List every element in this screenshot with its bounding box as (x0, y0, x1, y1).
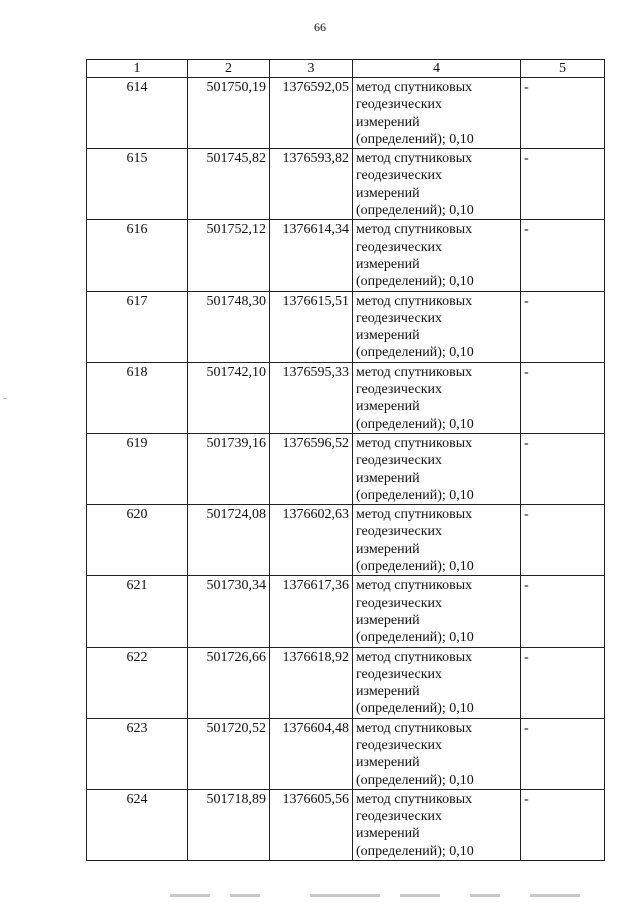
point-number-cell: 621 (87, 576, 188, 647)
method-text-line: геодезических (356, 666, 443, 682)
y-coordinate-cell: 1376593,82 (270, 149, 353, 220)
table-row (87, 505, 605, 576)
method-text-line: (определений); 0,10 (356, 630, 474, 646)
column-header-2: 2 (188, 60, 270, 78)
method-text-line: метод спутниковых (356, 222, 473, 238)
method-text-line: (определений); 0,10 (356, 701, 474, 717)
method-text-line: (определений); 0,10 (356, 203, 474, 219)
method-text-line: метод спутниковых (356, 151, 473, 167)
y-coordinate-cell: 1376614,34 (270, 220, 353, 291)
method-text-line: (определений); 0,10 (356, 345, 474, 361)
description-cell: - (521, 718, 605, 789)
method-text-line: метод спутниковых (356, 80, 473, 95)
column-header-1: 1 (87, 60, 188, 78)
point-number-cell: 620 (87, 505, 188, 576)
method-text-line: (определений); 0,10 (356, 772, 474, 788)
method-text-line: метод спутниковых (356, 293, 473, 309)
y-coordinate-cell: 1376595,33 (270, 362, 353, 433)
table-row (87, 433, 605, 504)
method-text-line: геодезических (356, 453, 443, 469)
table-row (87, 362, 605, 433)
x-coordinate-cell: 501726,66 (188, 647, 270, 718)
method-text-line: метод спутниковых (356, 435, 473, 451)
method-cell (353, 789, 521, 860)
method-text-line: геодезических (356, 595, 443, 611)
method-text-line: (определений); 0,10 (356, 843, 474, 859)
method-text-line: геодезических (356, 168, 443, 184)
x-coordinate-cell: 501724,08 (188, 505, 270, 576)
method-cell (353, 718, 521, 789)
method-text-line: (определений); 0,10 (356, 131, 474, 147)
method-cell (353, 576, 521, 647)
x-coordinate-cell: 501750,19 (188, 78, 270, 149)
method-text-line: измерений (356, 470, 420, 486)
method-cell (353, 505, 521, 576)
method-text-line: метод спутниковых (356, 364, 473, 380)
method-cell (353, 362, 521, 433)
footer-scan-artifact (170, 892, 600, 898)
method-text-line: геодезических (356, 382, 443, 398)
table-row (87, 718, 605, 789)
y-coordinate-cell: 1376615,51 (270, 291, 353, 362)
method-text-line: измерений (356, 256, 420, 272)
method-cell (353, 647, 521, 718)
point-number-cell: 618 (87, 362, 188, 433)
table-row (87, 78, 605, 149)
x-coordinate-cell: 501752,12 (188, 220, 270, 291)
description-cell: - (521, 505, 605, 576)
method-text-line: метод спутниковых (356, 720, 473, 736)
point-number-cell: 624 (87, 789, 188, 860)
x-coordinate-cell: 501742,10 (188, 362, 270, 433)
y-coordinate-cell: 1376605,56 (270, 789, 353, 860)
method-text-line: метод спутниковых (356, 507, 473, 523)
point-number-cell: 616 (87, 220, 188, 291)
x-coordinate-cell: 501730,34 (188, 576, 270, 647)
method-cell (353, 220, 521, 291)
point-number-cell: 615 (87, 149, 188, 220)
table-row (87, 291, 605, 362)
description-cell: - (521, 433, 605, 504)
point-number-cell: 623 (87, 718, 188, 789)
method-text-line: измерений (356, 612, 420, 628)
description-cell: - (521, 576, 605, 647)
description-cell: - (521, 291, 605, 362)
method-text-line: геодезических (356, 737, 443, 753)
y-coordinate-cell: 1376618,92 (270, 647, 353, 718)
scan-artifact (3, 398, 7, 399)
x-coordinate-cell: 501720,52 (188, 718, 270, 789)
method-cell (353, 149, 521, 220)
point-number-cell: 622 (87, 647, 188, 718)
description-cell: - (521, 220, 605, 291)
method-text-line: измерений (356, 541, 420, 557)
method-text-line: (определений); 0,10 (356, 487, 474, 503)
method-text-line: измерений (356, 755, 420, 771)
method-text-line: геодезических (356, 310, 443, 326)
x-coordinate-cell: 501748,30 (188, 291, 270, 362)
table-row (87, 789, 605, 860)
table-row (87, 647, 605, 718)
method-text-line: геодезических (356, 809, 443, 825)
column-header-3: 3 (270, 60, 353, 78)
method-text-line: измерений (356, 114, 420, 130)
x-coordinate-cell: 501718,89 (188, 789, 270, 860)
coordinates-table (86, 59, 605, 861)
description-cell: - (521, 78, 605, 149)
x-coordinate-cell: 501745,82 (188, 149, 270, 220)
method-cell (353, 78, 521, 149)
column-header-5: 5 (521, 60, 605, 78)
method-text-line: метод спутниковых (356, 578, 473, 594)
description-cell: - (521, 789, 605, 860)
y-coordinate-cell: 1376604,48 (270, 718, 353, 789)
method-text-line: (определений); 0,10 (356, 559, 474, 575)
page-number: 66 (314, 20, 326, 34)
y-coordinate-cell: 1376596,52 (270, 433, 353, 504)
y-coordinate-cell: 1376617,36 (270, 576, 353, 647)
y-coordinate-cell: 1376592,05 (270, 78, 353, 149)
point-number-cell: 617 (87, 291, 188, 362)
table-row (87, 576, 605, 647)
method-text-line: геодезических (356, 524, 443, 540)
method-text-line: измерений (356, 826, 420, 842)
method-text-line: измерений (356, 399, 420, 415)
point-number-cell: 614 (87, 78, 188, 149)
method-text-line: измерений (356, 185, 420, 201)
description-cell: - (521, 362, 605, 433)
method-text-line: метод спутниковых (356, 649, 473, 665)
method-cell (353, 433, 521, 504)
table-row (87, 149, 605, 220)
method-text-line: измерений (356, 684, 420, 700)
method-text-line: геодезических (356, 97, 443, 113)
y-coordinate-cell: 1376602,63 (270, 505, 353, 576)
method-text-line: метод спутниковых (356, 791, 473, 807)
method-text-line: (определений); 0,10 (356, 416, 474, 432)
method-text-line: (определений); 0,10 (356, 274, 474, 290)
x-coordinate-cell: 501739,16 (188, 433, 270, 504)
table-header-row (87, 60, 605, 78)
column-header-4: 4 (353, 60, 521, 78)
method-text-line: измерений (356, 328, 420, 344)
point-number-cell: 619 (87, 433, 188, 504)
table-row (87, 220, 605, 291)
description-cell: - (521, 647, 605, 718)
method-cell (353, 291, 521, 362)
description-cell: - (521, 149, 605, 220)
method-text-line: геодезических (356, 239, 443, 255)
